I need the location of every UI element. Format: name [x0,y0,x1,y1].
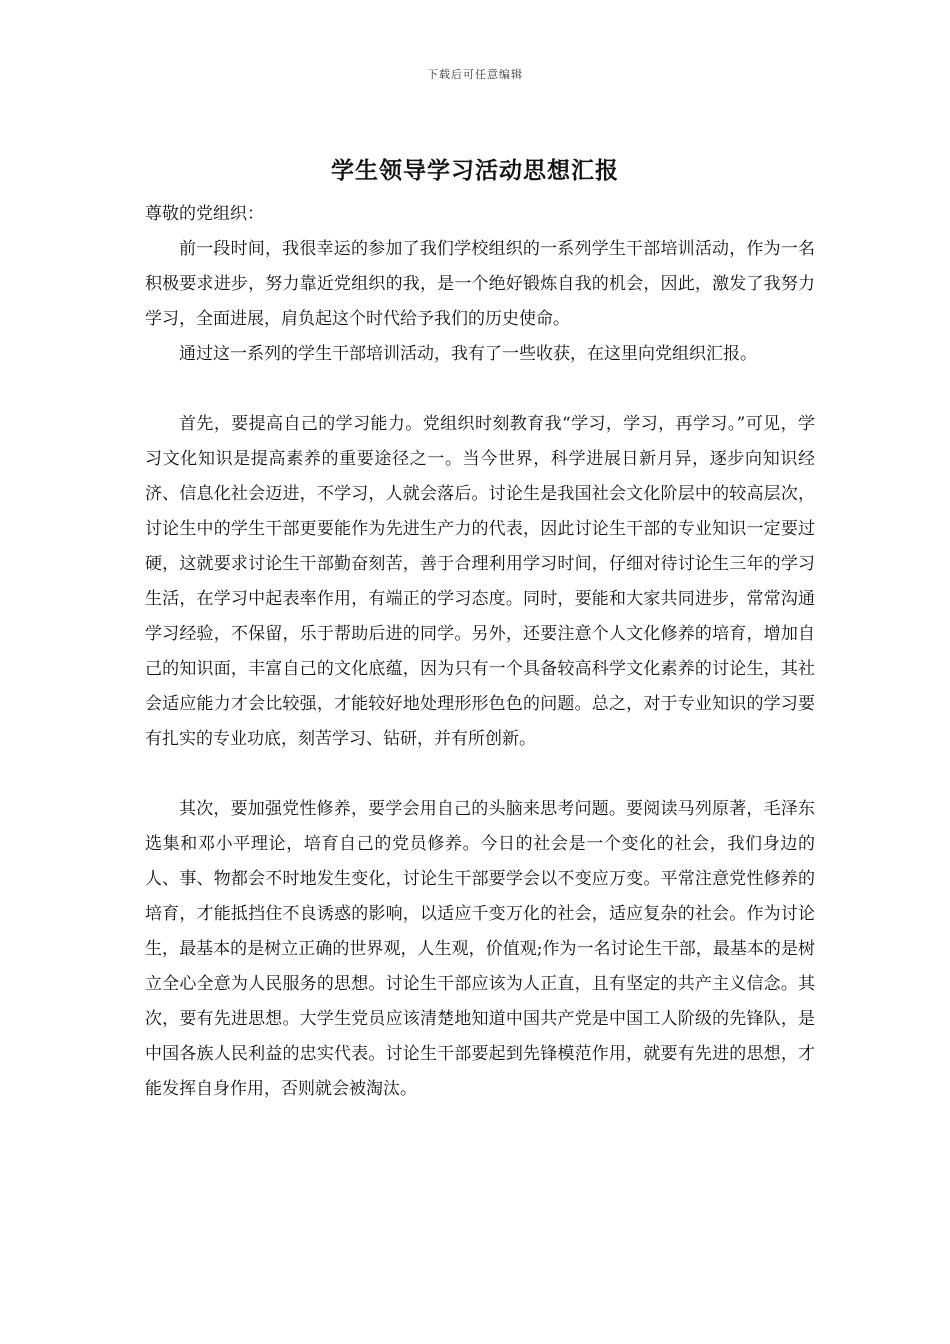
paragraph-gap [145,372,815,407]
salutation: 尊敬的党组织： [145,204,264,224]
paragraph-2: 通过这一系列的学生干部培训活动，我有了一些收获，在这里向党组织汇报。 [179,344,757,364]
document-title: 学生领导学习活动思想汇报 [331,157,619,184]
document-body [145,197,815,1107]
header-note: 下载后可任意编辑 [427,68,523,81]
paragraph-gap [145,757,815,792]
paragraph-1: 前一段时间，我很幸运的参加了我们学校组织的一系列学生干部培训活动，作为一名积极要求进步，努力靠近党组织的我，是一个绝好锻炼自我的机会，因此，激发了我努力学习，全面进展，肩负起这个时代给予我们的历史使命。 [145,239,815,329]
paragraph-4: 其次，要加强党性修养，要学会用自己的头脑来思考问题。要阅读马列原著，毛泽东选集和邓小平理论，培育自己的党员修养。今日的社会是一个变化的社会，我们身边的人、事、物都会不时地发生变化，讨论生干部要学会以不变应万变。平常注意党性修养的培育，才能抵挡住不良诱惑的影响，以适应千变万化的社会，适应复杂的社会。作为讨论生，最基本的是树立正确的世界观，人生观，价值观;作为一名讨论生干部，最基本的是树立全心全意为人民服务的思想。讨论生干部应该为人正直，且有坚定的共产主义信念。其次，要有先进思想。大学生党员应该清楚地知道中国共产党是中国工人阶级的先锋队，是中国各族人民利益的忠实代表。讨论生干部要起到先锋模范作用，就要有先进的思想，才能发挥自身作用，否则就会被淘汰。 [145,799,815,1099]
paragraph-3: 首先，要提高自己的学习能力。党组织时刻教育我“学习，学习，再学习。”可见，学习文化知识是提高素养的重要途径之一。当今世界，科学进展日新月异，逐步向知识经济、信息化社会迈进，不学习，人就会落后。讨论生是我国社会文化阶层中的较高层次，讨论生中的学生干部更要能作为先进生产力的代表，因此讨论生干部的专业知识一定要过硬，这就要求讨论生干部勤奋刻苦，善于合理利用学习时间，仔细对待讨论生三年的学习生活，在学习中起表率作用，有端正的学习态度。同时，要能和大家共同进步，常常沟通学习经验，不保留，乐于帮助后进的同学。另外，还要注意个人文化修养的培育，增加自己的知识面，丰富自己的文化底蕴，因为只有一个具备较高科学文化素养的讨论生，其社会适应能力才会比较强，才能较好地处理形形色色的问题。总之，对于专业知识的学习要有扎实的专业功底，刻苦学习、钻研，并有所创新。 [145,414,815,749]
